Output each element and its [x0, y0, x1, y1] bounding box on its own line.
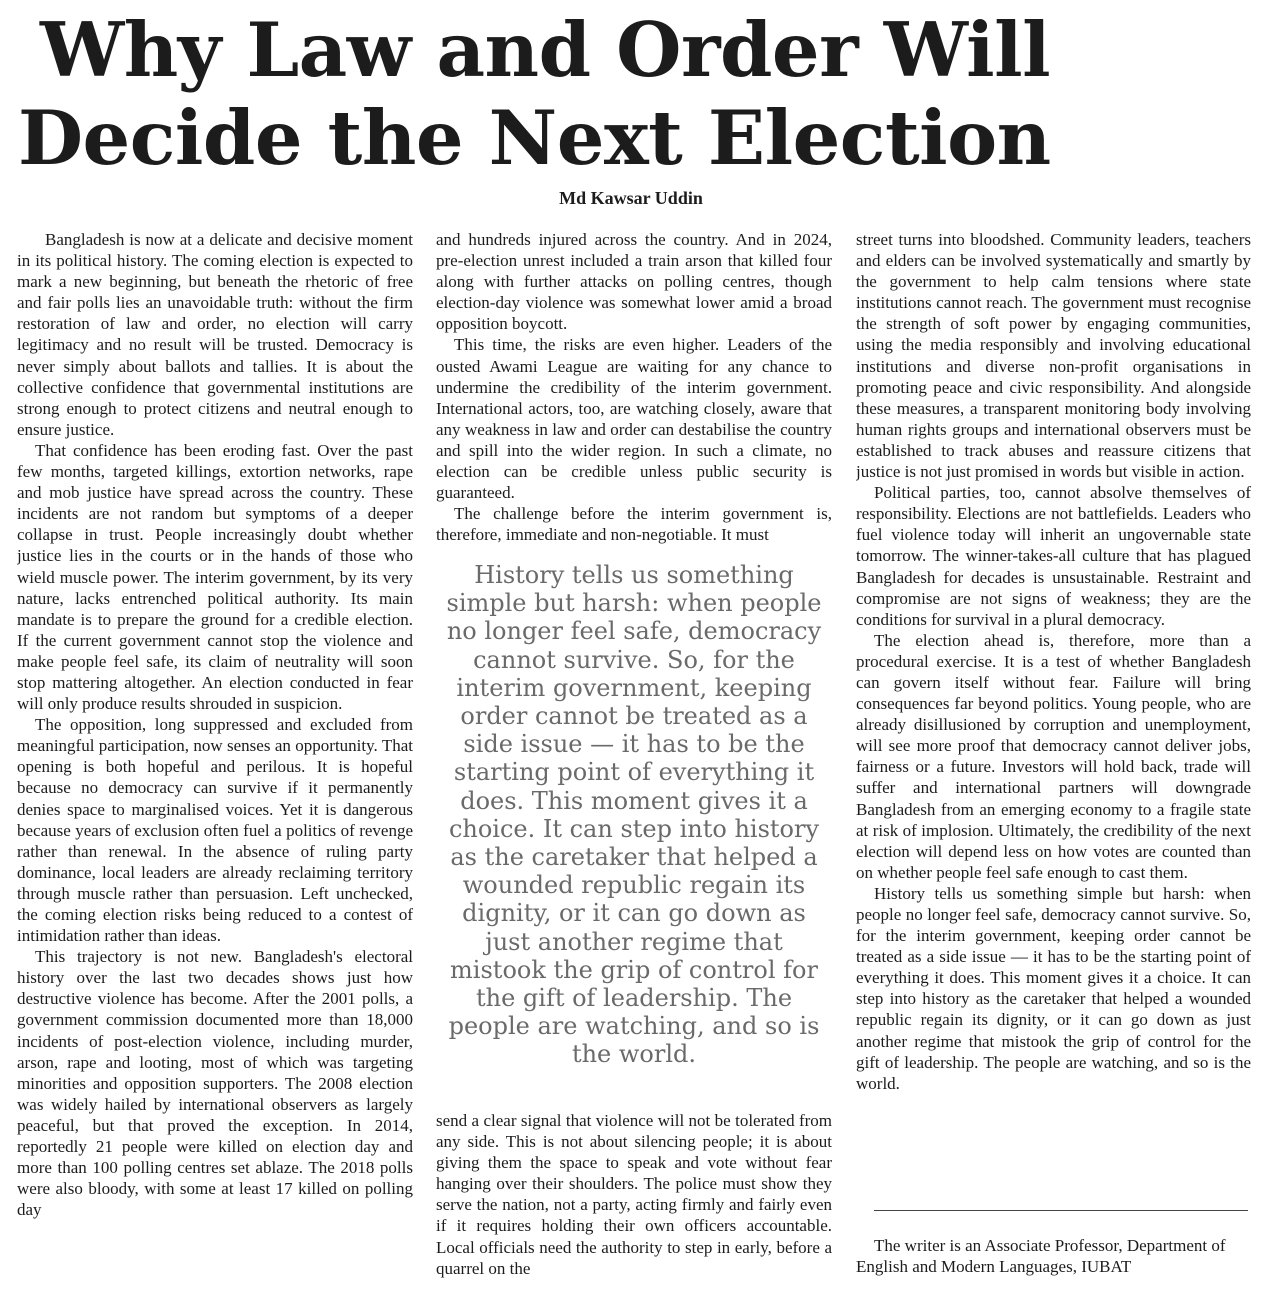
column-2-paragraph-2: This time, the risks are even higher. Leaders of the ousted Awami League are waiting for any chance to undermine the credibility of the interim government. International actors, too, are watching closely, aware that any weakness in law and order can destabilise the country and spill into the wider region. In such a climate, no election can be credible unless public security is guaranteed. [436, 335, 832, 503]
column-3-paragraph-4: History tells us something simple but harsh: when people no longer feel safe, democracy cannot survive. So, for the interim government, keeping order cannot be treated as a side issue — it has to be the starting point of everything it does. This moment gives it a choice. It can step into history as the caretaker that helped a wounded republic regain its dignity, or it can go down as just another regime that mistook the grip of control for the gift of leadership. The people are watching, and so is the world. [856, 883, 1251, 1093]
column-2-bottom [436, 1110, 832, 1284]
headline [18, 6, 1218, 182]
column-3-paragraph-3: The election ahead is, therefore, more than a procedural exercise. It is a test of whether Bangladesh can govern itself without fear. Failure will bring consequences far beyond politics. Young people, who are already disillusioned by corruption and unemployment, will see more proof that democracy cannot deliver jobs, fairness or a future. Investors will hold back, trade will suffer and international partners will downgrade Bangladesh from an emerging economy to a fragile state at risk of implosion. Ultimately, the credibility of the next election will depend less on how votes are counted than on whether people feel safe enough to cast them. [856, 630, 1251, 882]
column-1 [17, 229, 413, 1284]
column-1-paragraph-3: The opposition, long suppressed and excluded from meaningful participation, now senses an opportunity. That opening is both hopeful and perilous. It is hopeful because no democracy can survive if it permanently denies space to marginalised voices. Yet it is dangerous because years of exclusion often fuel a politics of revenge rather than renewal. In the absence of ruling party dominance, local leaders are already reclaiming territory through muscle rather than persuasion. Left unchecked, the coming election risks being reduced to a contest of intimidation rather than ideas. [17, 715, 413, 946]
column-1-paragraph-2: That confidence has been eroding fast. Over the past few months, targeted killings, extortion networks, rape and mob justice have spread across the country. These incidents are not random but symptoms of a deeper collapse in trust. People increasingly doubt whether justice lies in the courts or in the hands of those who wield muscle power. The interim government, by its very nature, lacks entrenched political authority. Its main mandate is to prepare the ground for a credible election. If the current government cannot stop the violence and make people feel safe, its claim of neutrality will soon stop mattering altogether. An election conducted in fear will only produce results shrouded in suspicion. [17, 440, 413, 714]
author-note: The writer is an Associate Professor, Department of English and Modern Languages, IUBAT [856, 1236, 1226, 1277]
column-2-paragraph-3: The challenge before the interim government is, therefore, immediate and non-negotiable. It must [436, 504, 832, 545]
column-3 [856, 229, 1251, 1199]
column-2-paragraph-4: send a clear signal that violence will not be tolerated from any side. This is not about silencing people; it is about giving them the space to speak and vote without fear hanging over their shoulders. The police must show they serve the nation, not a party, acting firmly and fairly even if it requires holding their own officers accountable. Local officials need the authority to step in early, before a quarrel on the [436, 1111, 832, 1278]
pull-quote: History tells us something simple but harsh: when people no longer feel safe, democracy cannot survive. So, for the interim government, keeping order cannot be treated as a side issue — it has to be the starting point of everything it does. This moment gives it a choice. It can step into history as the caretaker that helped a wounded republic regain its dignity, or it can go down as just another regime that mistook the grip of control for the gift of leadership. The people are watching, and so is the world. [446, 561, 822, 1069]
byline: Md Kawsar Uddin [559, 188, 703, 208]
author-note-divider [874, 1210, 1248, 1211]
column-2-paragraph-1: and hundreds injured across the country. And in 2024, pre-election unrest included a train arson that killed four along with further attacks on polling centres, though election-day violence was somewhat lower amid a broad opposition boycott. [436, 230, 832, 334]
column-2-top [436, 229, 832, 545]
headline-line-1: Why Law and Order Will [40, 6, 1051, 94]
column-3-paragraph-1: street turns into bloodshed. Community leaders, teachers and elders can be involved systematically and smartly by the government to help calm tensions where state institutions cannot reach. The government must recognise the strength of soft power by engaging communities, using the media responsibly and involving educational institutions and diverse non-profit organisations in promoting peace and civic responsibility. And alongside these measures, a transparent monitoring body involving human rights groups and international observers must be established to track abuses and reassure citizens that justice is not just promised in words but visible in action. [856, 230, 1251, 482]
column-1-paragraph-4: This trajectory is not new. Bangladesh's electoral history over the last two decades shows just how destructive violence has become. After the 2001 polls, a government commission documented more than 18,000 incidents of post-election violence, including murder, arson, rape and looting, most of which was targeting minorities and opposition supporters. The 2008 election was widely hailed by international observers as largely peaceful, but that proved the exception. In 2014, reportedly 21 people were killed on election day and more than 100 polling centres set ablaze. The 2018 polls were also bloody, with some at least 17 killed on polling day [17, 947, 413, 1220]
column-3-paragraph-2: Political parties, too, cannot absolve themselves of responsibility. Elections are not battlefields. Leaders who fuel violence today will inherit an ungovernable state tomorrow. The winner-takes-all culture that has plagued Bangladesh for decades is unsustainable. Restraint and compromise are not signs of weakness; they are the conditions for survival in a plural democracy. [856, 483, 1251, 629]
headline-line-2: Decide the Next Election [18, 94, 1051, 182]
column-1-paragraph-1: Bangladesh is now at a delicate and decisive moment in its political history. The coming election is expected to mark a new beginning, but beneath the rhetoric of free and fair polls lies an unavoidable truth: without the firm restoration of law and order, no election will carry legitimacy and no result will be trusted. Democracy is never simply about ballots and tallies. It is about the collective confidence that governmental institutions are strong enough to protect citizens and neutral enough to ensure justice. [17, 230, 413, 439]
